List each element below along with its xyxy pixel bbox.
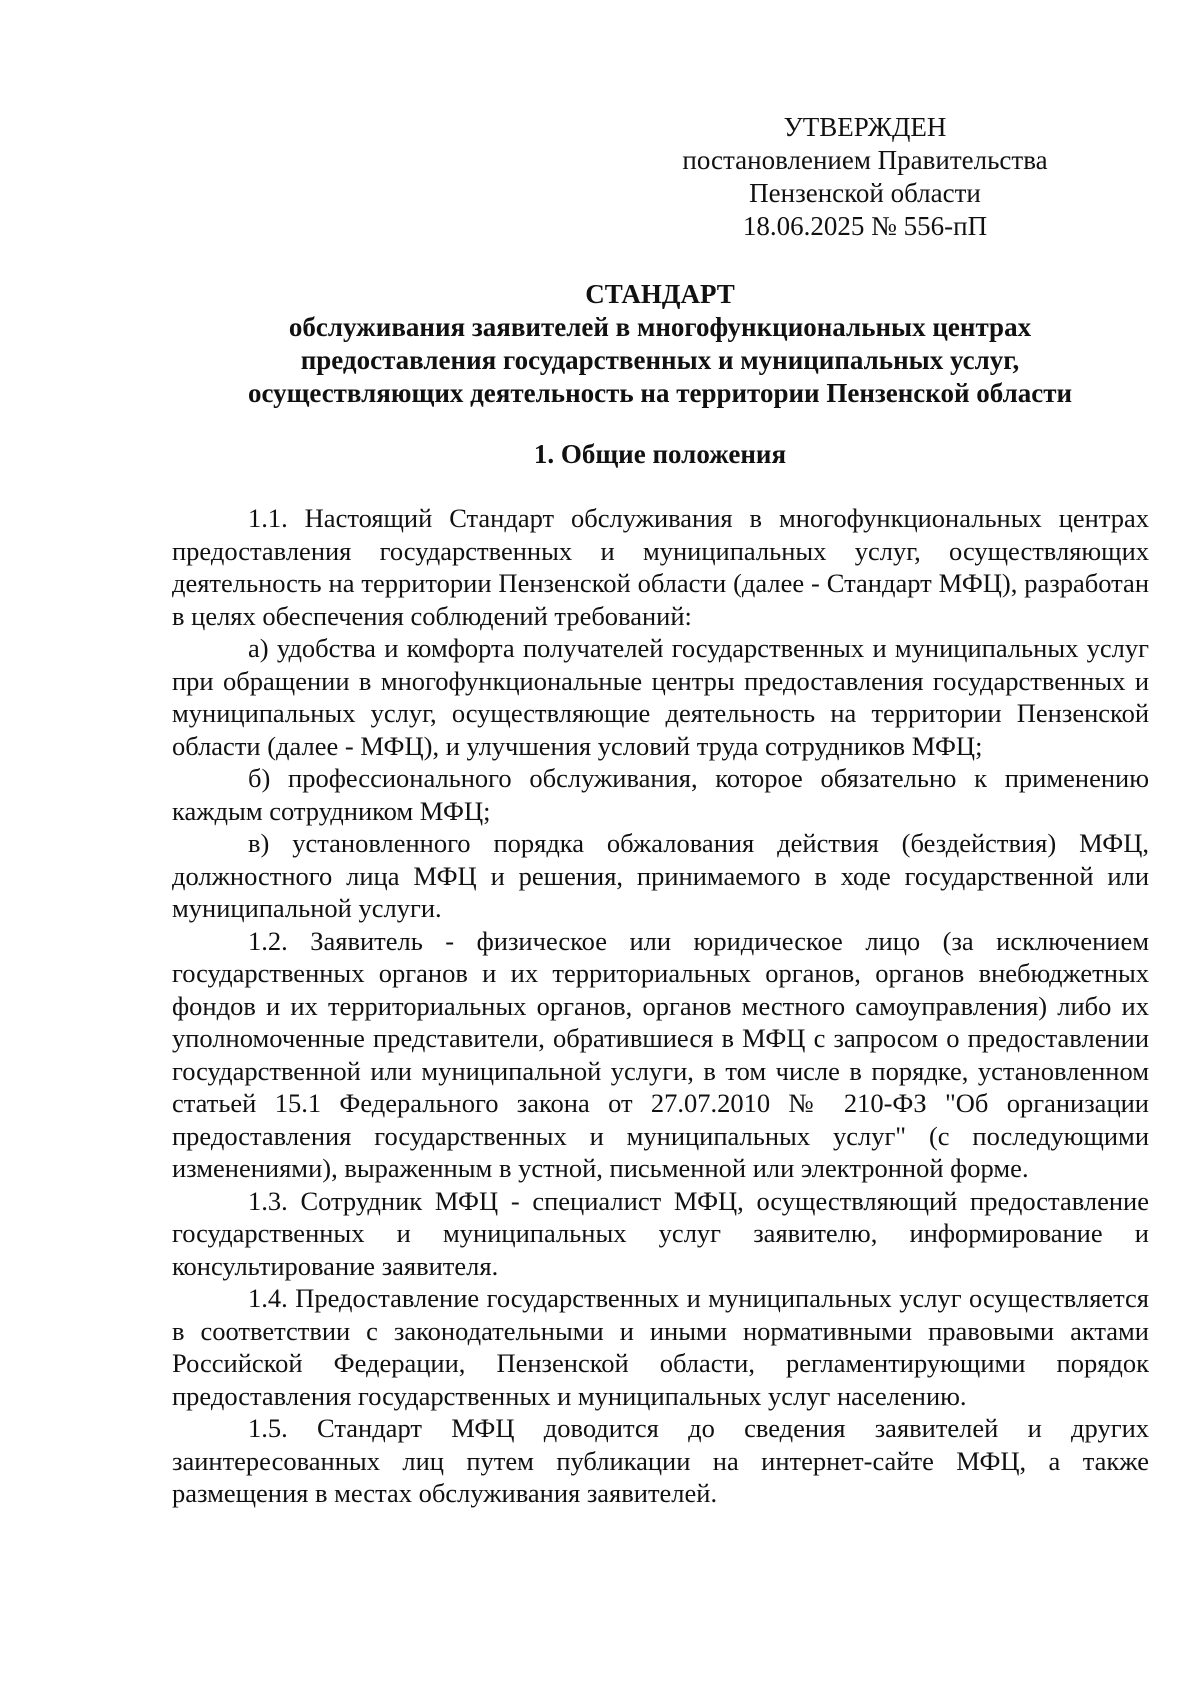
- approval-stamp: [630, 111, 1100, 243]
- paragraph-1-1-a: а) удобства и комфорта получателей государственных и муниципальных услуг при обращении в многофункциональные центры предоставления государственных и муниципальных услуг, осуществляющие деятельность на территории Пензенской области (далее - МФЦ), и улучшения условий труда сотрудников МФЦ;: [172, 633, 1149, 761]
- approval-authority: постановлением Правительства: [682, 145, 1048, 175]
- paragraph-1-5: 1.5. Стандарт МФЦ доводится до сведения заявителей и других заинтересованных лиц путем публикации на интернет-сайте МФЦ, а также размещения в местах обслуживания заявителей.: [172, 1413, 1149, 1508]
- approval-region: Пензенской области: [749, 178, 981, 208]
- section-heading: 1. Общие положения: [533, 439, 787, 469]
- title-line-4: осуществляющих деятельность на территории Пензенской области: [247, 378, 1073, 408]
- paragraph-1-4: 1.4. Предоставление государственных и муниципальных услуг осуществляется в соответствии с законодательными и иными нормативными правовыми актами Российской Федерации, Пензенской области, регламентирующими порядок предоставления государственных и муниципальных услуг населению.: [172, 1283, 1149, 1411]
- title-line-2: обслуживания заявителей в многофункциональных центрах: [288, 312, 1032, 342]
- document-title: [170, 278, 1150, 410]
- section-body: [172, 502, 1149, 1510]
- title-line-1: СТАНДАРТ: [585, 279, 735, 309]
- paragraph-1-1-v: в) установленного порядка обжалования действия (бездействия) МФЦ, должностного лица МФЦ и решения, принимаемого в ходе государственной или муниципальной услуги.: [172, 828, 1149, 923]
- approval-status: УТВЕРЖДЕН: [783, 112, 947, 142]
- paragraph-1-2: 1.2. Заявитель - физическое или юридическое лицо (за исключением государственных органов и их территориальных органов, органов внебюджетных фондов и их территориальных органов, органов местного самоуправления) либо их уполномоченные представители, обратившиеся в МФЦ с запросом о предоставлении государственной или муниципальной услуги, в том числе в порядке, установленном статьей 15.1 Федерального закона от 27.07.2010 № 210-ФЗ "Об организации предоставления государственных и муниципальных услуг" (с последующими изменениями), выраженным в устной, письменной или электронной форме.: [172, 925, 1149, 1183]
- title-line-3: предоставления государственных и муниципальных услуг,: [300, 345, 1020, 375]
- approval-date-number: 18.06.2025 № 556-пП: [742, 211, 988, 241]
- paragraph-1-1: 1.1. Настоящий Стандарт обслуживания в многофункциональных центрах предоставления государственных и муниципальных услуг, осуществляющих деятельность на территории Пензенской области (далее - Стандарт МФЦ), разработан в целях обеспечения соблюдений требований:: [172, 503, 1149, 631]
- paragraph-1-3: 1.3. Сотрудник МФЦ - специалист МФЦ, осуществляющий предоставление государственных и муниципальных услуг заявителю, информирование и консультирование заявителя.: [172, 1185, 1149, 1281]
- paragraph-1-1-b: б) профессионального обслуживания, которое обязательно к применению каждым сотрудником МФЦ;: [172, 763, 1149, 826]
